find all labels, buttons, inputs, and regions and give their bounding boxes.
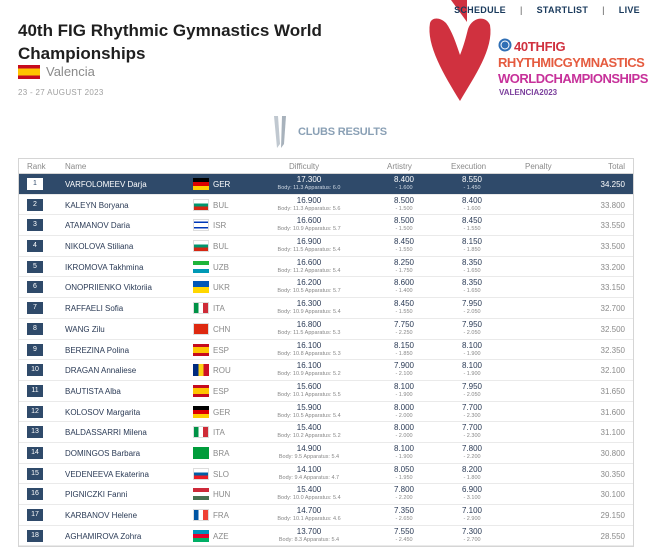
country-flag-icon: [193, 509, 209, 521]
athlete-name[interactable]: BEREZINA Polina: [65, 345, 130, 355]
table-row[interactable]: [19, 257, 633, 278]
artistry-deduction: - 1.500: [395, 205, 413, 212]
country-flag-icon: [193, 530, 209, 542]
artistry-score: 8.450: [393, 237, 415, 247]
execution-score: 7.800: [461, 443, 483, 453]
athlete-name[interactable]: WANG Zilu: [65, 324, 105, 334]
execution-deduction: - 1.900: [463, 371, 481, 378]
country-flag-icon: [193, 178, 209, 190]
total-score: 33.550: [600, 221, 625, 231]
nation-code: ESP: [213, 386, 230, 396]
difficulty-breakdown: Body: 10.5 Apparatus: 5.7: [277, 288, 341, 295]
execution-deduction: - 1.650: [463, 267, 481, 274]
artistry-score: 8.450: [393, 299, 415, 309]
execution-deduction: - 1.600: [463, 205, 481, 212]
header-name: Name: [65, 162, 87, 171]
athlete-name[interactable]: KOLOSOV Margarita: [65, 407, 141, 417]
table-row[interactable]: [19, 340, 633, 361]
rank-badge: 3: [27, 219, 43, 231]
execution-score: 8.350: [461, 257, 483, 267]
artistry-deduction: - 1.500: [395, 226, 413, 233]
nation-code: FRA: [213, 511, 229, 520]
total-score: 29.150: [600, 511, 625, 520]
execution-score: 8.100: [461, 340, 483, 350]
execution-score: 7.950: [461, 299, 483, 309]
artistry-score: 8.500: [393, 216, 415, 226]
nation-code: BUL: [213, 200, 229, 210]
rank-badge: 4: [27, 240, 43, 252]
rank-badge: 5: [27, 261, 43, 273]
nation-code: GER: [213, 407, 231, 417]
difficulty-breakdown: Body: 10.1 Apparatus: 5.5: [277, 391, 341, 398]
logo-line-4: VALENCIA2023: [499, 88, 558, 97]
nation-code: ISR: [213, 221, 227, 231]
top-nav: [454, 5, 640, 15]
difficulty-score: 14.900: [296, 443, 322, 453]
artistry-score: 7.550: [393, 526, 415, 536]
difficulty-breakdown: Body: 10.9 Apparatus: 5.4: [277, 309, 341, 316]
artistry-score: 8.000: [393, 402, 415, 412]
country-flag-icon: [193, 447, 209, 459]
difficulty-breakdown: Body: 11.5 Apparatus: 5.4: [277, 247, 341, 254]
difficulty-score: 16.200: [296, 278, 322, 288]
difficulty-breakdown: Body: 10.5 Apparatus: 5.4: [277, 412, 341, 419]
country-flag-icon: [193, 240, 209, 252]
rank-badge: 14: [27, 447, 43, 459]
difficulty-score: 17.300: [296, 175, 322, 184]
total-score: 31.600: [600, 407, 625, 417]
country-flag-icon: [193, 468, 209, 480]
difficulty-score: 14.100: [296, 464, 322, 474]
difficulty-score: 16.300: [296, 299, 322, 309]
athlete-name[interactable]: BAUTISTA Alba: [65, 386, 121, 396]
athlete-name[interactable]: KARBANOV Helene: [65, 511, 138, 520]
nation-code: ITA: [213, 304, 225, 314]
difficulty-score: 15.400: [296, 423, 322, 433]
results-table: [18, 158, 634, 547]
nav-schedule-link[interactable]: SCHEDULE: [454, 5, 506, 15]
country-flag-icon: [193, 302, 209, 314]
difficulty-breakdown: Body: 10.0 Apparatus: 5.4: [277, 495, 341, 502]
total-score: 32.500: [600, 324, 625, 334]
section-title: CLUBS RESULTS: [298, 126, 387, 138]
execution-score: 7.100: [461, 506, 483, 515]
section-header: [268, 114, 387, 150]
total-score: 32.350: [600, 345, 625, 355]
nation-code: ESP: [213, 345, 230, 355]
athlete-name[interactable]: DRAGAN Annaliese: [65, 366, 137, 376]
rank-badge: 9: [27, 344, 43, 356]
artistry-deduction: - 2.250: [395, 329, 413, 336]
difficulty-breakdown: Body: 9.5 Apparatus: 5.4: [278, 453, 340, 460]
spain-flag-icon: [18, 65, 40, 79]
difficulty-breakdown: Body: 10.2 Apparatus: 5.2: [277, 433, 341, 440]
table-row[interactable]: [19, 360, 633, 381]
rank-badge: 18: [27, 530, 43, 542]
nation-code: AZE: [213, 531, 229, 541]
difficulty-score: 16.100: [296, 361, 322, 371]
logo-line-3: WORLDCHAMPIONSHIPS: [498, 71, 648, 86]
rank-badge: 17: [27, 509, 43, 521]
artistry-deduction: - 2.200: [395, 495, 413, 502]
country-flag-icon: [193, 199, 209, 211]
country-flag-icon: [193, 261, 209, 273]
header-difficulty: Difficulty: [289, 162, 320, 171]
rank-badge: 8: [27, 323, 43, 335]
total-score: 33.800: [600, 200, 625, 210]
nation-code: GER: [213, 180, 231, 189]
header-execution: Execution: [451, 162, 487, 171]
difficulty-breakdown: Body: 10.8 Apparatus: 5.3: [277, 350, 341, 357]
difficulty-score: 16.800: [296, 319, 322, 329]
nation-code: UZB: [213, 262, 229, 272]
header-penalty: Penalty: [525, 162, 552, 171]
table-row[interactable]: [19, 174, 633, 195]
table-row[interactable]: [19, 215, 633, 236]
artistry-score: 8.050: [393, 464, 415, 474]
nation-code: ITA: [213, 428, 225, 438]
artistry-deduction: - 2.650: [395, 516, 413, 522]
artistry-deduction: - 1.900: [395, 391, 413, 398]
difficulty-score: 14.700: [296, 506, 322, 515]
execution-deduction: - 1.450: [463, 185, 481, 191]
table-row[interactable]: [19, 236, 633, 257]
table-row[interactable]: [19, 381, 633, 402]
difficulty-breakdown: Body: 11.3 Apparatus: 5.6: [277, 205, 341, 212]
difficulty-score: 16.600: [296, 216, 322, 226]
total-score: 33.500: [600, 242, 625, 252]
execution-score: 8.400: [461, 195, 483, 205]
athlete-name[interactable]: ATAMANOV Daria: [65, 221, 131, 231]
execution-score: 7.700: [461, 423, 483, 433]
nav-startlist-link[interactable]: STARTLIST: [536, 5, 589, 15]
table-row[interactable]: [19, 298, 633, 319]
execution-score: 8.550: [461, 175, 483, 184]
artistry-deduction: - 1.750: [395, 267, 413, 274]
artistry-score: 7.750: [393, 319, 415, 329]
rank-badge: 11: [27, 385, 43, 397]
execution-score: 8.150: [461, 237, 483, 247]
table-row[interactable]: [19, 443, 633, 464]
execution-score: 7.300: [461, 526, 483, 536]
country-flag-icon: [193, 281, 209, 293]
nation-code: ROU: [213, 366, 231, 376]
heart-logo-icon: [424, 15, 496, 105]
difficulty-breakdown: Body: 9.4 Apparatus: 4.7: [278, 474, 340, 481]
difficulty-score: 16.900: [296, 237, 322, 247]
execution-deduction: - 1.550: [463, 226, 481, 233]
rank-badge: 12: [27, 406, 43, 418]
logo-line-1: 40THFIG: [514, 39, 566, 54]
country-flag-icon: [193, 323, 209, 335]
artistry-deduction: - 1.600: [395, 185, 413, 191]
execution-deduction: - 2.900: [463, 516, 481, 522]
difficulty-breakdown: Body: 11.2 Apparatus: 5.4: [277, 267, 341, 274]
total-score: 30.350: [600, 469, 625, 479]
execution-score: 8.450: [461, 216, 483, 226]
difficulty-score: 13.700: [296, 526, 322, 536]
artistry-deduction: - 2.100: [395, 371, 413, 378]
execution-deduction: - 1.850: [463, 247, 481, 254]
total-score: 32.100: [600, 366, 625, 376]
difficulty-score: 16.600: [296, 257, 322, 267]
artistry-score: 8.400: [393, 175, 415, 184]
athlete-name[interactable]: PIGNICZKI Fanni: [65, 490, 128, 500]
artistry-score: 8.250: [393, 257, 415, 267]
nation-code: BUL: [213, 242, 229, 252]
table-row[interactable]: [19, 195, 633, 216]
artistry-deduction: - 1.550: [395, 309, 413, 316]
rank-badge: 16: [27, 488, 43, 500]
execution-deduction: - 2.200: [463, 453, 481, 460]
difficulty-score: 16.100: [296, 340, 322, 350]
execution-deduction: - 2.300: [463, 433, 481, 440]
total-score: 28.550: [600, 531, 625, 541]
table-row[interactable]: [19, 319, 633, 340]
header-total: Total: [608, 162, 625, 171]
table-row[interactable]: [19, 484, 633, 505]
difficulty-score: 15.900: [296, 402, 322, 412]
artistry-deduction: - 2.000: [395, 433, 413, 440]
difficulty-breakdown: Body: 10.9 Apparatus: 5.7: [277, 226, 341, 233]
athlete-name[interactable]: VARFOLOMEEV Darja: [65, 180, 147, 189]
execution-score: 7.950: [461, 381, 483, 391]
difficulty-score: 15.600: [296, 381, 322, 391]
execution-score: 6.900: [461, 485, 483, 495]
artistry-deduction: - 1.950: [395, 474, 413, 481]
athlete-name[interactable]: NIKOLOVA Stiliana: [65, 242, 134, 252]
artistry-score: 8.000: [393, 423, 415, 433]
page-title: 40th FIG Rhythmic Gymnastics World Championships: [18, 21, 322, 63]
difficulty-score: 16.900: [296, 195, 322, 205]
nav-separator: |: [519, 5, 523, 15]
country-flag-icon: [193, 488, 209, 500]
artistry-score: 8.100: [393, 381, 415, 391]
execution-deduction: - 2.050: [463, 391, 481, 398]
country-flag-icon: [193, 426, 209, 438]
artistry-deduction: - 1.550: [395, 247, 413, 254]
artistry-deduction: - 1.400: [395, 288, 413, 295]
table-header: [19, 159, 633, 174]
nation-code: BRA: [213, 448, 230, 458]
artistry-score: 8.500: [393, 195, 415, 205]
execution-deduction: - 1.650: [463, 288, 481, 295]
athlete-name[interactable]: AGHAMIROVA Zohra: [65, 531, 142, 541]
execution-deduction: - 1.800: [463, 474, 481, 481]
artistry-deduction: - 1.850: [395, 350, 413, 357]
athlete-name[interactable]: VEDENEEVA Ekaterina: [65, 469, 149, 479]
rank-badge: 1: [27, 178, 43, 190]
table-row[interactable]: [19, 422, 633, 443]
execution-score: 7.700: [461, 402, 483, 412]
table-row[interactable]: [19, 464, 633, 485]
table-row[interactable]: [19, 277, 633, 298]
athlete-name[interactable]: RAFFAELI Sofia: [65, 304, 124, 314]
athlete-name[interactable]: KALEYN Boryana: [65, 200, 129, 210]
difficulty-breakdown: Body: 8.3 Apparatus: 5.4: [278, 536, 340, 543]
artistry-deduction: - 2.450: [395, 536, 413, 543]
country-flag-icon: [193, 219, 209, 231]
execution-deduction: - 2.050: [463, 309, 481, 316]
rank-badge: 15: [27, 468, 43, 480]
total-score: 30.800: [600, 448, 625, 458]
athlete-name[interactable]: DOMINGOS Barbara: [65, 448, 141, 458]
logo-line-2: RHYTHMICGYMNASTICS: [498, 55, 645, 70]
header-artistry: Artistry: [387, 162, 412, 171]
total-score: 31.100: [600, 428, 625, 438]
athlete-name[interactable]: IKROMOVA Takhmina: [65, 262, 144, 272]
rank-badge: 10: [27, 364, 43, 376]
country-flag-icon: [193, 344, 209, 356]
country-flag-icon: [193, 406, 209, 418]
country-flag-icon: [193, 364, 209, 376]
nation-code: HUN: [213, 490, 231, 500]
artistry-score: 7.900: [393, 361, 415, 371]
rank-badge: 2: [27, 199, 43, 211]
athlete-name[interactable]: ONOPRIIENKO Viktoriia: [65, 283, 152, 293]
execution-score: 8.100: [461, 361, 483, 371]
artistry-score: 7.350: [393, 506, 415, 515]
artistry-score: 7.800: [393, 485, 415, 495]
difficulty-breakdown: Body: 11.3 Apparatus: 6.0: [277, 185, 341, 191]
nation-code: SLO: [213, 469, 230, 479]
execution-score: 7.950: [461, 319, 483, 329]
nav-separator: |: [602, 5, 605, 15]
execution-score: 8.350: [461, 278, 483, 288]
table-body: [19, 174, 633, 546]
event-logo: [424, 15, 646, 105]
table-row[interactable]: [19, 505, 633, 526]
header-rank: Rank: [27, 162, 46, 171]
rank-badge: 7: [27, 302, 43, 314]
execution-deduction: - 3.100: [463, 495, 481, 502]
artistry-score: 8.600: [393, 278, 415, 288]
difficulty-breakdown: Body: 10.9 Apparatus: 5.2: [277, 371, 341, 378]
athlete-name[interactable]: BALDASSARRI Milena: [65, 428, 147, 438]
total-score: 32.700: [600, 304, 625, 314]
difficulty-breakdown: Body: 10.1 Apparatus: 4.6: [277, 516, 341, 522]
execution-deduction: - 2.050: [463, 329, 481, 336]
artistry-deduction: - 2.000: [395, 412, 413, 419]
fig-globe-icon: [498, 38, 512, 52]
nation-code: CHN: [213, 324, 231, 334]
nav-live-link[interactable]: LIVE: [618, 5, 640, 15]
rank-badge: 13: [27, 426, 43, 438]
total-score: 30.100: [600, 490, 625, 500]
total-score: 34.250: [600, 180, 625, 189]
total-score: 33.200: [600, 262, 625, 272]
difficulty-score: 15.400: [296, 485, 322, 495]
total-score: 33.150: [600, 283, 625, 293]
table-row[interactable]: [19, 526, 633, 547]
difficulty-breakdown: Body: 11.5 Apparatus: 5.3: [277, 329, 341, 336]
venue-city: Valencia: [46, 64, 95, 79]
execution-deduction: - 1.900: [463, 350, 481, 357]
artistry-deduction: - 1.900: [395, 453, 413, 460]
venue: [18, 64, 95, 79]
artistry-score: 8.100: [393, 443, 415, 453]
country-flag-icon: [193, 385, 209, 397]
event-dates: 23 - 27 AUGUST 2023: [18, 88, 104, 97]
table-row[interactable]: [19, 402, 633, 423]
execution-deduction: - 2.700: [463, 536, 481, 543]
clubs-icon: [268, 114, 294, 150]
nation-code: UKR: [213, 283, 230, 293]
execution-deduction: - 2.300: [463, 412, 481, 419]
execution-score: 8.200: [461, 464, 483, 474]
rank-badge: 6: [27, 281, 43, 293]
total-score: 31.650: [600, 386, 625, 396]
artistry-score: 8.150: [393, 340, 415, 350]
